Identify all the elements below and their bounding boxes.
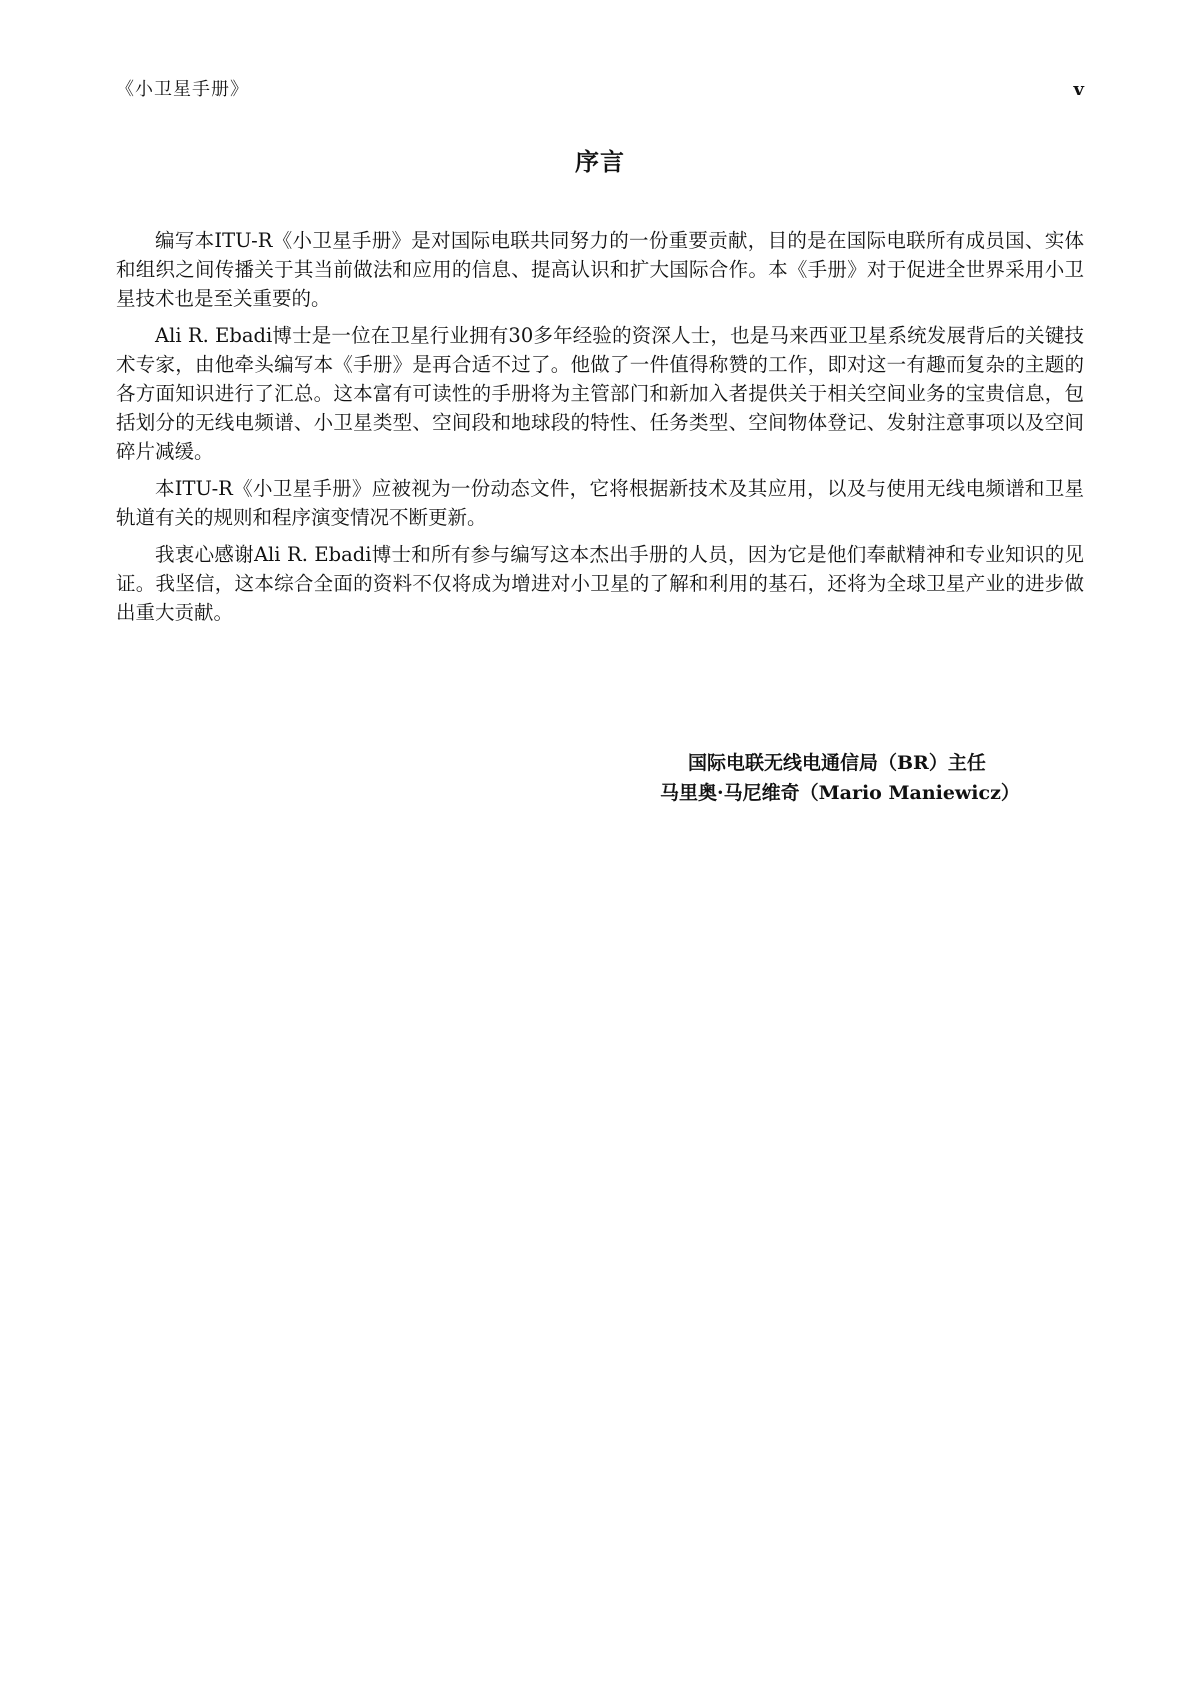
paragraph: 编写本ITU-R《小卫星手册》是对国际电联共同努力的一份重要贡献，目的是在国际电联所有成员国、实体和组织之间传播关于其当前做法和应用的信息、提高认识和扩大国际合作。本《手册》对于促进全世界采用小卫星技术也是至关重要的。 (116, 229, 1084, 310)
paragraph: 本ITU-R《小卫星手册》应被视为一份动态文件，它将根据新技术及其应用，以及与使用无线电频谱和卫星轨道有关的规则和程序演变情况不断更新。 (116, 477, 1084, 529)
body-text (116, 226, 1084, 635)
running-header (116, 76, 1084, 104)
running-title: 《小卫星手册》 (116, 79, 249, 100)
signature-name: 马里奥·马尼维奇（Mario Maniewicz） (660, 782, 1020, 804)
section-title: 序言 (575, 148, 625, 176)
page-number: v (1073, 79, 1084, 100)
paragraph: 我衷心感谢Ali R. Ebadi博士和所有参与编写这本杰出手册的人员，因为它是他们奉献精神和专业知识的见证。我坚信，这本综合全面的资料不仅将成为增进对小卫星的了解和利用的基石，还将为全球卫星产业的进步做出重大贡献。 (116, 543, 1084, 624)
paragraph: Ali R. Ebadi博士是一位在卫星行业拥有30多年经验的资深人士，也是马来西亚卫星系统发展背后的关键技术专家，由他牵头编写本《手册》是再合适不过了。他做了一件值得称赞的工作，即对这一有趣而复杂的主题的各方面知识进行了汇总。这本富有可读性的手册将为主管部门和新加入者提供关于相关空间业务的宝贵信息，包括划分的无线电频谱、小卫星类型、空间段和地球段的特性、任务类型、空间物体登记、发射注意事项以及空间碎片减缓。 (116, 324, 1084, 463)
signature-block (660, 748, 1060, 808)
signature-title: 国际电联无线电通信局（BR）主任 (688, 752, 986, 774)
